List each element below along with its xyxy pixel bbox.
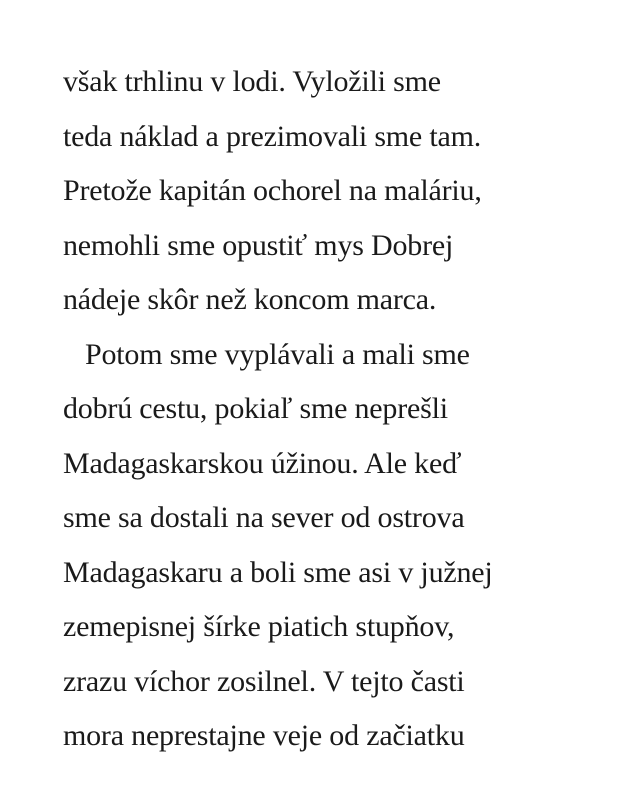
text-line-3: Pretože kapitán ochorel na maláriu, <box>63 174 482 207</box>
text-line-10: Madagaskaru a boli sme asi v južnej <box>63 555 493 589</box>
text-line-7: dobrú cestu, pokiaľ sme neprešli <box>63 392 448 425</box>
text-line-4: nemohli sme opustiť mys Dobrej <box>63 228 454 262</box>
text-line-2: teda náklad a prezimovali sme tam. <box>63 119 482 153</box>
body-text <box>63 55 583 764</box>
text-line-12: zrazu víchor zosilnel. V tejto časti <box>63 664 465 698</box>
text-line-9: sme sa dostali na sever od ostrova <box>63 501 465 534</box>
text-line-11: zemepisnej šírke piatich stupňov, <box>63 610 455 643</box>
text-line-1: však trhlinu v lodi. Vyložili sme <box>63 65 441 98</box>
text-line-8: Madagaskarskou úžinou. Ale keď <box>63 446 462 480</box>
text-line-5: nádeje skôr než koncom marca. <box>63 283 437 316</box>
text-line-13: mora neprestajne veje od začiatku <box>63 719 465 752</box>
paragraph-start-line: Potom sme vyplávali a mali sme <box>85 337 470 371</box>
